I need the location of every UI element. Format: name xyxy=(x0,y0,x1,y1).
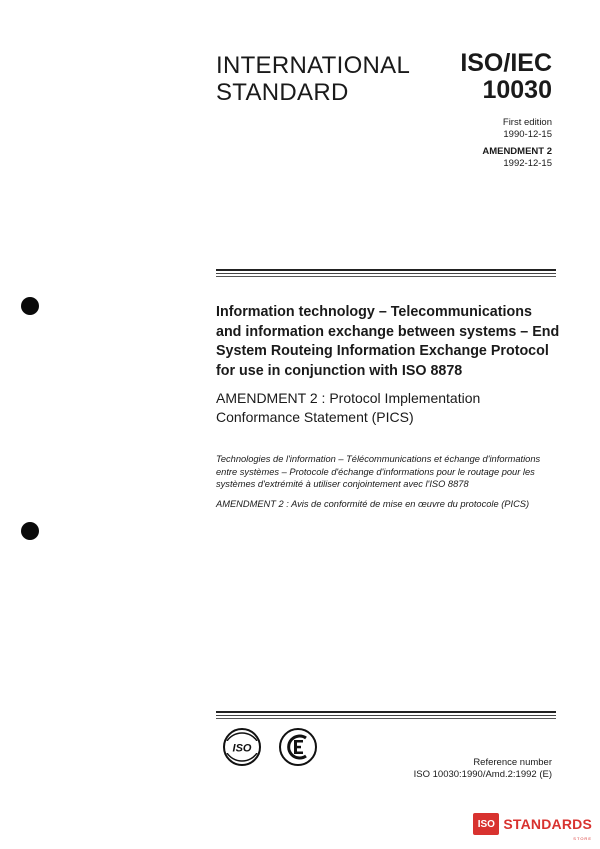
standard-prefix: ISO/IEC xyxy=(460,49,552,77)
punch-hole-top xyxy=(21,297,39,315)
svg-text:ISO: ISO xyxy=(232,742,252,755)
iso-logo xyxy=(222,727,262,767)
reference-label: Reference number xyxy=(473,757,552,768)
document-type-line-2: STANDARD xyxy=(216,79,349,106)
store-badge: ISO xyxy=(473,813,499,835)
document-type xyxy=(216,52,410,106)
store-text: STANDARDS xyxy=(503,816,592,832)
edition-label: First edition xyxy=(502,117,552,128)
english-title: Information technology – Telecommunications and information exchange between systems – End System Routeing Information Exchange Protocol for use in conjunction with ISO 8878 xyxy=(216,304,560,379)
reference-number: ISO 10030:1990/Amd.2:1992 (E) xyxy=(413,769,552,780)
edition-date: 1990-12-15 xyxy=(503,129,552,140)
document-type-line-1: INTERNATIONAL xyxy=(216,52,411,79)
amendment-label: AMENDMENT 2 xyxy=(482,146,552,157)
amendment-date: 1992-12-15 xyxy=(503,158,552,169)
store-watermark xyxy=(473,813,592,835)
standard-number: 10030 xyxy=(482,76,552,104)
bottom-divider xyxy=(216,711,556,719)
french-amendment-title: AMENDMENT 2 : Avis de conformité de mise en œuvre du protocole (PICS) xyxy=(216,499,530,509)
french-title: Technologies de l'information – Télécommunications et échange d'informations entre systèmes – Protocole d'échange d'informations pour le routage pour les systèmes d'extrémité à utiliser conjointement avec l'ISO 8878 xyxy=(216,454,541,489)
top-divider xyxy=(216,269,556,277)
standard-identifier xyxy=(460,50,552,104)
edition-block xyxy=(482,117,552,170)
punch-hole-bottom xyxy=(21,522,39,540)
iec-logo xyxy=(278,727,318,767)
amendment-title: AMENDMENT 2 : Protocol Implementation Conformance Statement (PICS) xyxy=(216,390,481,425)
reference-block xyxy=(414,757,552,781)
store-subtext: STORE xyxy=(573,836,592,841)
